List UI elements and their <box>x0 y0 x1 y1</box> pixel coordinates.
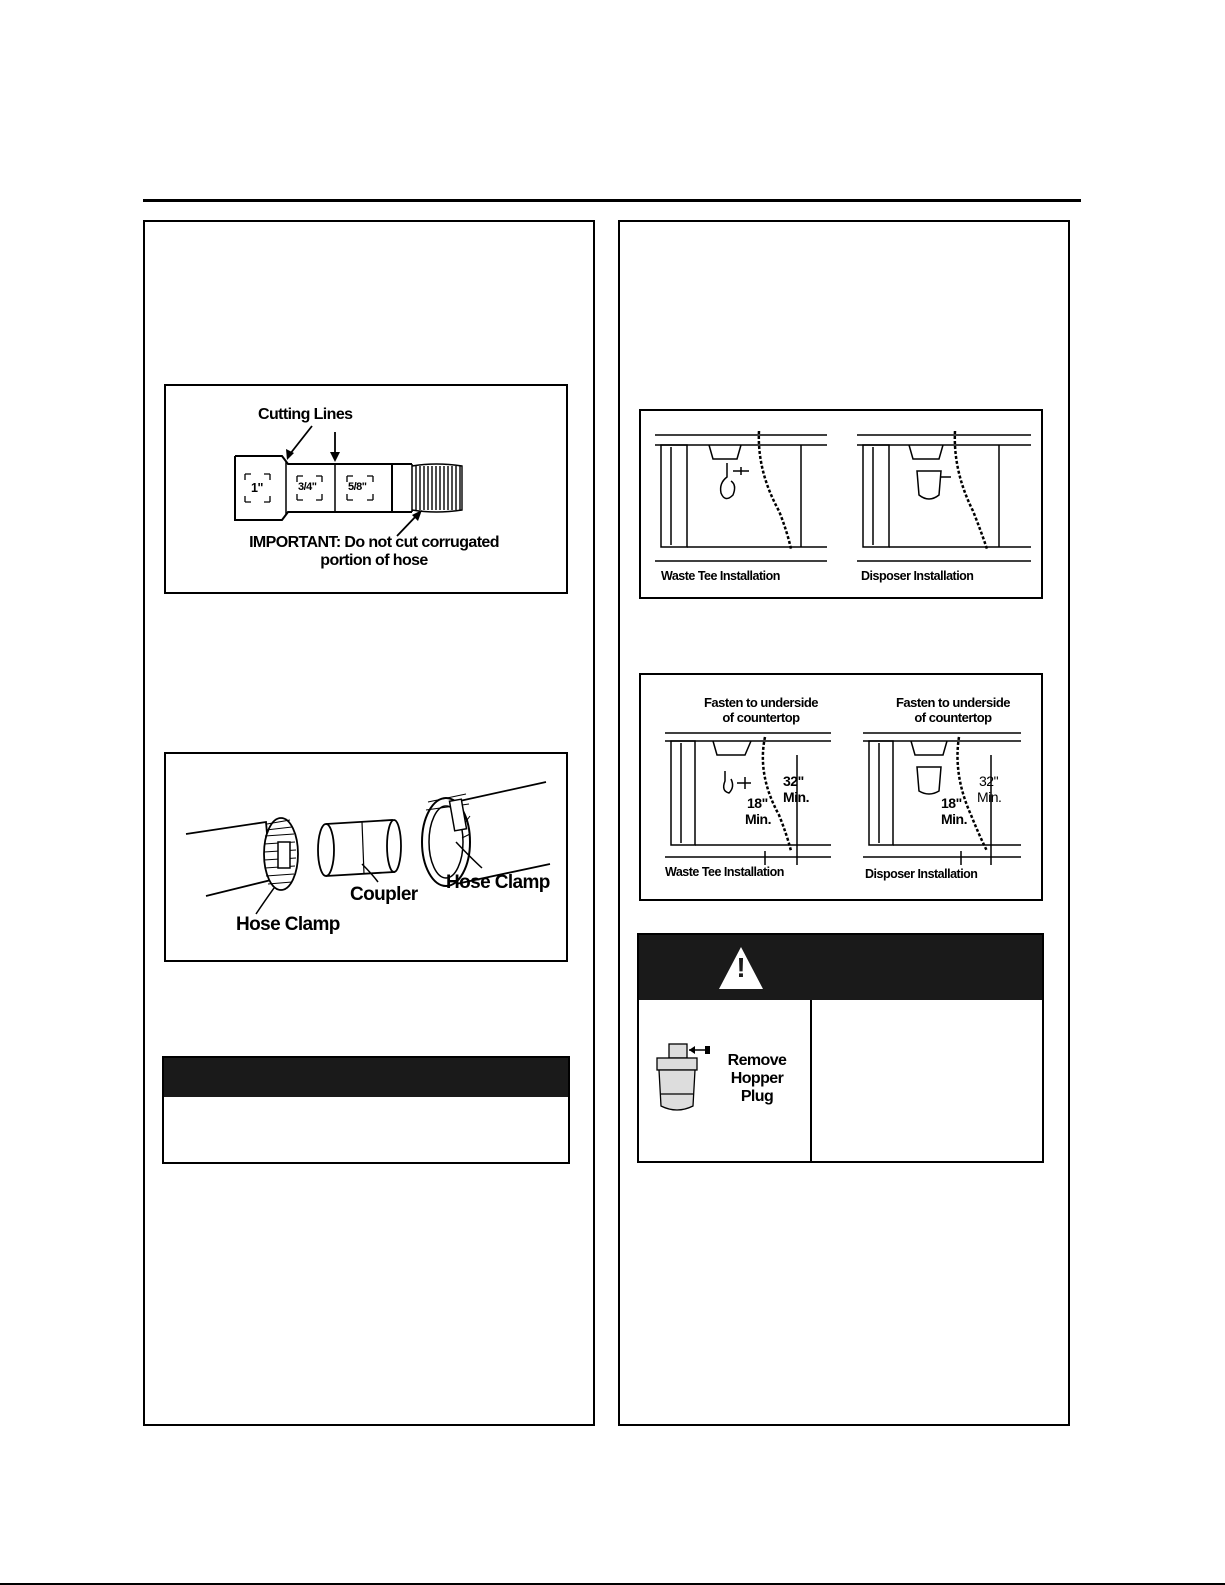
dim-min-right-32: Min. <box>977 789 1002 805</box>
notice-header-bar <box>164 1058 568 1097</box>
fasten-left-line1: Fasten to underside <box>703 695 819 710</box>
remove-line3: Plug <box>740 1088 774 1105</box>
cutting-lines-label: Cutting Lines <box>258 406 353 423</box>
important-note-line2: portion of hose <box>320 552 428 569</box>
size-label-1-inch: 1" <box>251 481 263 495</box>
hose-cutting-figure <box>164 384 568 594</box>
fasten-right-line2: of countertop <box>914 710 992 725</box>
warning-divider <box>810 1000 812 1161</box>
size-label-3-4-inch: 3/4" <box>298 481 317 493</box>
remove-line2: Hopper <box>730 1070 784 1087</box>
size-label-5-8-inch: 5/8" <box>348 481 367 493</box>
waste-tee-label: Waste Tee Installation <box>661 569 780 583</box>
hose-clamp-left-label: Hose Clamp <box>236 914 340 935</box>
disposer-label-2: Disposer Installation <box>865 867 978 881</box>
remove-line1: Remove <box>727 1052 787 1069</box>
dim-32-left: 32" <box>783 773 804 789</box>
notice-box <box>162 1056 570 1164</box>
installation-views-figure <box>639 409 1043 599</box>
installation-dimensions-figure <box>639 673 1043 901</box>
warning-box <box>637 933 1044 1163</box>
dim-32-right: 32" <box>979 773 999 789</box>
coupler-label: Coupler <box>350 884 418 905</box>
disposer-label: Disposer Installation <box>861 569 974 583</box>
important-note-line1: IMPORTANT: Do not cut corrugated <box>249 534 499 551</box>
waste-tee-label-2: Waste Tee Installation <box>665 865 784 879</box>
header-rule <box>143 199 1081 202</box>
dim-18-left: 18" <box>747 795 768 811</box>
hose-clamp-right-label: Hose Clamp <box>446 872 550 893</box>
dim-min-left-32: Min. <box>783 789 809 805</box>
fasten-right-line1: Fasten to underside <box>895 695 1011 710</box>
fasten-left-line2: of countertop <box>722 710 800 725</box>
coupler-figure <box>164 752 568 962</box>
warning-exclamation: ! <box>736 952 746 983</box>
warning-header-bar <box>639 935 1042 1000</box>
dim-18-right: 18" <box>941 795 962 811</box>
dim-min-right-18: Min. <box>941 811 967 827</box>
dim-min-left-18: Min. <box>745 811 771 827</box>
coupler-drawing <box>166 754 570 964</box>
